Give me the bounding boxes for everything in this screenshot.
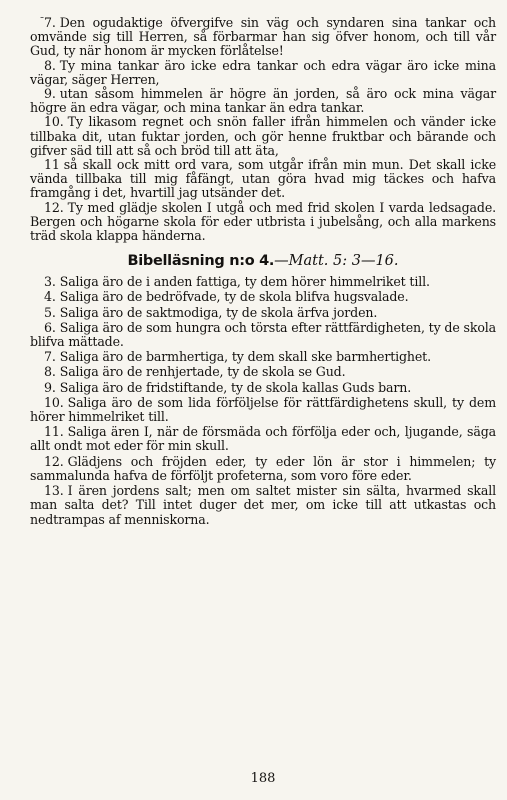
verse bbox=[30, 321, 496, 349]
heading-title: Bibelläsning n:o 4. bbox=[127, 253, 275, 270]
verse-text: Saliga äro de barmhertiga, ty dem skall ske barmhertighet. bbox=[59, 349, 431, 365]
verse bbox=[30, 455, 496, 483]
verse-text: Saliga ären I, när de försmäda och förfölja eder och, ljugande, säga allt ondt mot eder för min skull. bbox=[30, 424, 496, 454]
verse-text: Glädjens och fröjden eder, ty eder lön är stor i himmelen; ty sammalunda hafva de förföljt profeterna, som voro före eder. bbox=[30, 453, 496, 483]
verse-number: 12. bbox=[44, 453, 64, 469]
verse-number: 9. bbox=[44, 379, 56, 395]
verse bbox=[30, 59, 496, 87]
verse-text: Saliga äro de fridstiftande, ty de skola kallas Guds barn. bbox=[59, 379, 412, 395]
verse bbox=[30, 290, 496, 304]
verse bbox=[30, 306, 496, 320]
verse-text: Saliga äro de saktmodiga, ty de skola ärfva jorden. bbox=[59, 304, 378, 320]
verse bbox=[30, 365, 496, 379]
verse-text: Saliga äro de som hungra och törsta efter rättfärdigheten, ty de skola blifva mättade. bbox=[30, 319, 496, 350]
verse-text: Saliga äro de bedröfvade, ty de skola blifva hugsvalade. bbox=[59, 289, 409, 305]
verse-text: Ty mina tankar äro icke edra tankar och edra vägar äro icke mina vägar, säger Herren, bbox=[30, 57, 496, 87]
page-number: 188 bbox=[250, 771, 276, 786]
verse bbox=[30, 484, 496, 527]
verse-number: 5. bbox=[44, 304, 56, 320]
page bbox=[30, 10, 496, 788]
verse-text: I ären jordens salt; men om saltet mister sin sälta, hvarmed skall man salta det? Till intet duger det mer, om icke till att utkastas och nedtrampas af menniskorna. bbox=[30, 483, 496, 527]
verse bbox=[30, 158, 496, 201]
verse-number: 6. bbox=[44, 319, 56, 335]
verse-number: 3. bbox=[44, 274, 56, 290]
verse bbox=[30, 16, 496, 59]
verse bbox=[30, 275, 496, 289]
reading-heading bbox=[30, 253, 496, 269]
top-mark: - bbox=[40, 10, 45, 24]
verse-number: 7. bbox=[44, 15, 56, 30]
verse-text: Saliga äro de som lida förföljelse för rättfärdighetens skull, ty dem hörer himmelriket till. bbox=[30, 394, 496, 425]
verse-number: 9. bbox=[44, 86, 56, 102]
verse-number: 7. bbox=[44, 349, 56, 365]
verse bbox=[30, 350, 496, 364]
verse-text: Den ogudaktige öfvergifve sin väg och syndaren sina tankar och omvände sig till Herren, så förbarmar han sig öfver honom, och till vår Gud, ty när honom är mycken förlåtelse! bbox=[30, 15, 496, 59]
verse-number: 11. bbox=[44, 424, 64, 440]
verse-number: 8. bbox=[44, 57, 56, 73]
verse-number: 11 bbox=[44, 157, 60, 173]
verse bbox=[30, 425, 496, 453]
verse-number: 10. bbox=[44, 114, 64, 130]
verse-text: Saliga äro de renhjertade, ty de skola se Gud. bbox=[59, 364, 346, 380]
verse-number: 8. bbox=[44, 364, 56, 380]
verse-number: 12. bbox=[44, 199, 64, 215]
verse-number: 10. bbox=[44, 394, 64, 410]
verses-section-a bbox=[30, 16, 496, 243]
verse-text: Ty med glädje skolen I utgå och med frid skolen I varda ledsagade. Bergen och högarne skola för eder utbrista i jubelsång, och alla markens träd skola klappa händerna. bbox=[30, 199, 496, 244]
verse-text: så skall ock mitt ord vara, som utgår ifrån min mun. Det skall icke vända tillbaka till mig fåfängt, utan göra hvad mig täckes och hafva framgång i det, hvartill jag utsänder det. bbox=[30, 157, 496, 201]
verse bbox=[30, 396, 496, 424]
verse-text: Ty likasom regnet och snön faller ifrån himmelen och vänder icke tillbaka dit, utan fuktar jorden, och gör henne fruktbar och bärande och gifver säd till att så och bröd till att äta, bbox=[30, 114, 496, 158]
verse-number: 4. bbox=[44, 289, 56, 305]
verse bbox=[30, 381, 496, 395]
verse bbox=[30, 87, 496, 115]
verses-section-b bbox=[30, 275, 496, 526]
verse-text: Saliga äro de i anden fattiga, ty dem hörer himmelriket till. bbox=[59, 274, 430, 290]
heading-reference: —Matt. 5: 3—16. bbox=[274, 253, 399, 270]
verse bbox=[30, 115, 496, 158]
verse bbox=[30, 201, 496, 244]
verse-number: 13. bbox=[44, 483, 64, 499]
verse-text: utan såsom himmelen är högre än jorden, så äro ock mina vägar högre än edra vägar, och mina tankar än edra tankar. bbox=[30, 86, 496, 116]
